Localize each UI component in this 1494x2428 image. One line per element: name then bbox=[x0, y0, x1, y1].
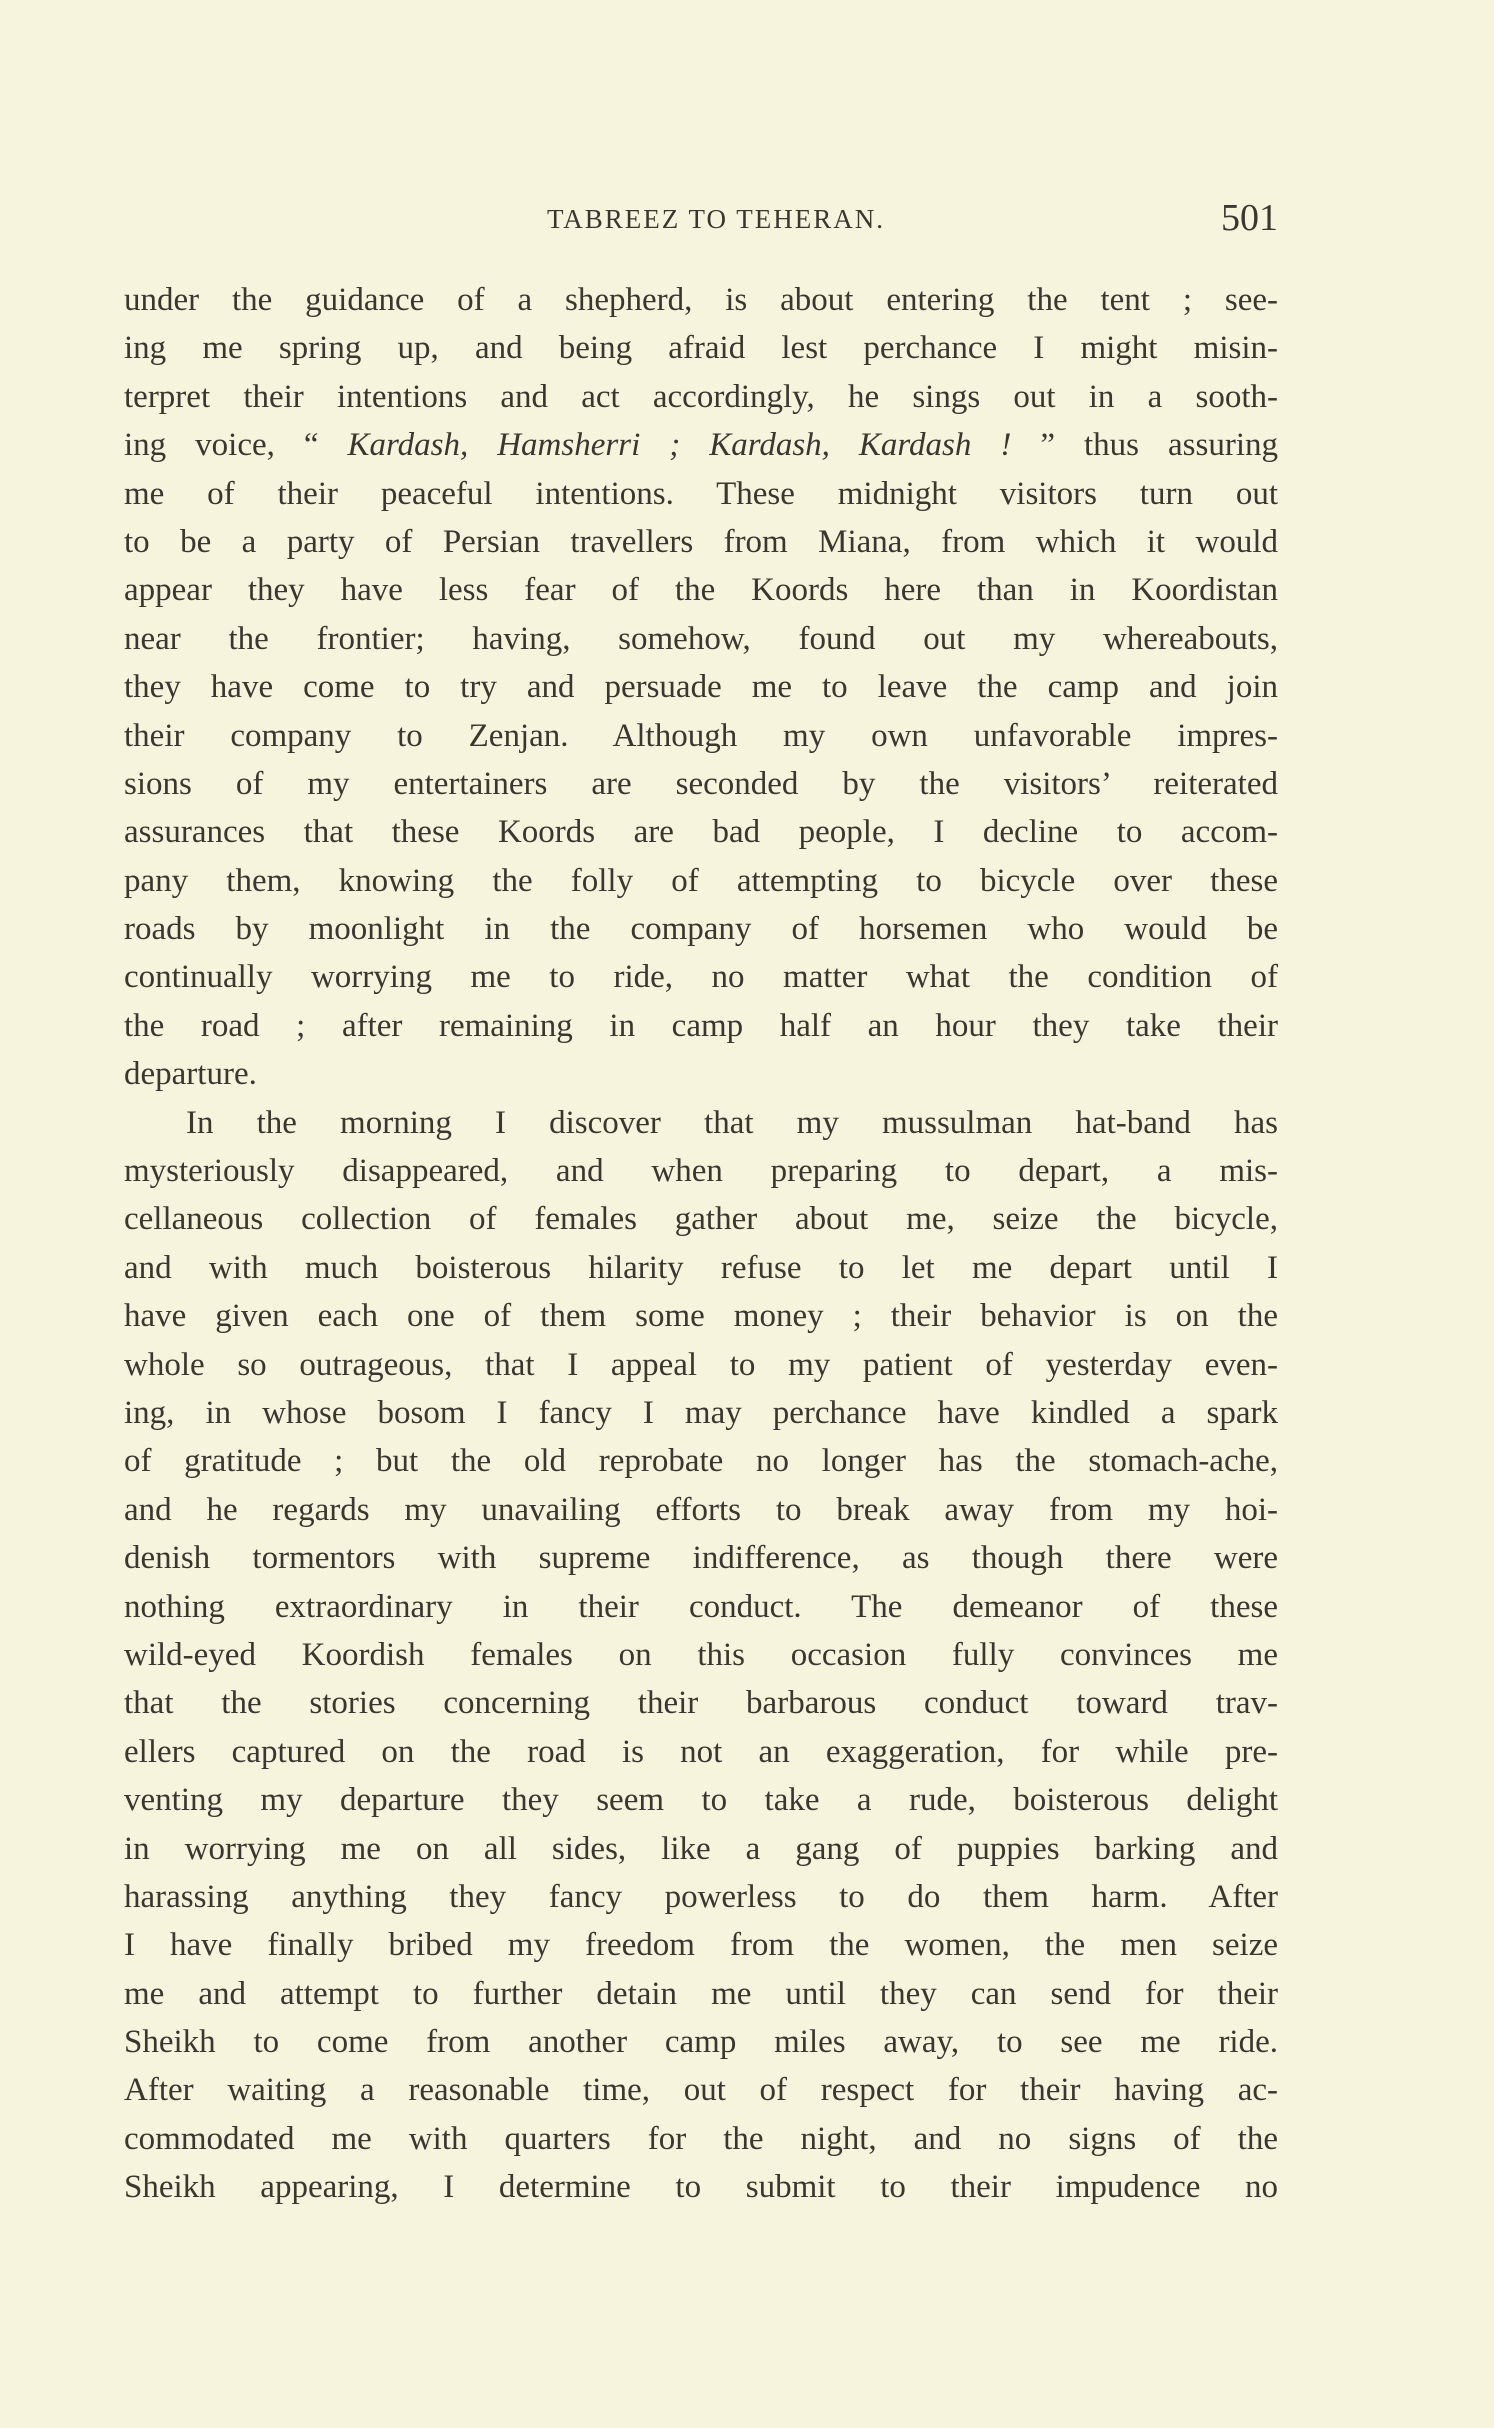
text-segment: of gratitude ; but the old reprobate no longer has the stomach-ache, bbox=[124, 1443, 1278, 1480]
text-line bbox=[124, 2018, 1278, 2066]
text-segment: appear they have less fear of the Koords here than in Koordistan bbox=[124, 572, 1278, 609]
text-segment: pany them, knowing the folly of attempting to bicycle over these bbox=[124, 862, 1278, 899]
italic-text: Kardash, Hamsherri ; Kardash, Kardash ! bbox=[347, 427, 1012, 464]
text-line bbox=[124, 1921, 1278, 1969]
text-line bbox=[124, 1873, 1278, 1921]
text-line bbox=[124, 1776, 1278, 1824]
text-line bbox=[124, 324, 1278, 372]
text-segment: they have come to try and persuade me to leave the camp and join bbox=[124, 669, 1278, 706]
text-line bbox=[124, 421, 1278, 469]
text-line bbox=[124, 712, 1278, 760]
text-line bbox=[124, 470, 1278, 518]
text-segment: assurances that these Koords are bad people, I decline to accom- bbox=[124, 814, 1278, 851]
text-segment: me and attempt to further detain me until they can send for their bbox=[124, 1975, 1278, 2012]
text-segment: In the morning I discover that my mussulman hat-band has bbox=[186, 1104, 1278, 1141]
text-line bbox=[124, 1099, 1278, 1147]
text-segment: I have finally bribed my freedom from the women, the men seize bbox=[124, 1927, 1278, 1964]
text-segment: whole so outrageous, that I appeal to my patient of yesterday even- bbox=[124, 1346, 1278, 1383]
text-segment: denish tormentors with supreme indifference, as though there were bbox=[124, 1540, 1278, 1577]
text-line bbox=[124, 1728, 1278, 1776]
text-line bbox=[124, 615, 1278, 663]
text-segment: departure. bbox=[124, 1056, 257, 1093]
text-segment: nothing extraordinary in their conduct. The demeanor of these bbox=[124, 1588, 1278, 1625]
text-segment: Sheikh to come from another camp miles away, to see me ride. bbox=[124, 2024, 1278, 2061]
text-line bbox=[124, 1583, 1278, 1631]
text-line bbox=[124, 760, 1278, 808]
text-segment: harassing anything they fancy powerless to do them harm. After bbox=[124, 1878, 1278, 1915]
text-segment: under the guidance of a shepherd, is about entering the tent ; see- bbox=[124, 282, 1278, 318]
text-line bbox=[124, 905, 1278, 953]
text-line bbox=[124, 1292, 1278, 1340]
text-segment: and he regards my unavailing efforts to break away from my hoi- bbox=[124, 1491, 1278, 1528]
text-segment: ing me spring up, and being afraid lest perchance I might misin- bbox=[124, 330, 1278, 367]
text-line bbox=[124, 1437, 1278, 1485]
text-line bbox=[124, 808, 1278, 856]
text-segment: cellaneous collection of females gather about me, seize the bicycle, bbox=[124, 1201, 1278, 1238]
running-head bbox=[124, 196, 1278, 240]
text-segment: commodated me with quarters for the night, and no signs of the bbox=[124, 2120, 1278, 2157]
text-line bbox=[124, 663, 1278, 711]
text-segment: roads by moonlight in the company of horsemen who would be bbox=[124, 911, 1278, 948]
text-line bbox=[124, 1486, 1278, 1534]
text-segment: in worrying me on all sides, like a gang of puppies barking and bbox=[124, 1830, 1278, 1867]
text-line bbox=[124, 2163, 1278, 2211]
text-line bbox=[124, 1534, 1278, 1582]
text-line bbox=[124, 276, 1278, 324]
text-line bbox=[124, 953, 1278, 1001]
text-line bbox=[124, 1002, 1278, 1050]
text-segment: ing, in whose bosom I fancy I may perchance have kindled a spark bbox=[124, 1394, 1278, 1431]
text-segment: mysteriously disappeared, and when preparing to depart, a mis- bbox=[124, 1153, 1278, 1190]
text-segment: to be a party of Persian travellers from Miana, from which it would bbox=[124, 523, 1278, 560]
text-line bbox=[124, 1970, 1278, 2018]
running-title: TABREEZ TO TEHERAN. bbox=[546, 204, 886, 234]
text-line bbox=[124, 1631, 1278, 1679]
text-segment: terpret their intentions and act accordingly, he sings out in a sooth- bbox=[124, 378, 1278, 415]
text-line bbox=[124, 1389, 1278, 1437]
text-segment: After waiting a reasonable time, out of respect for their having ac- bbox=[124, 2072, 1278, 2109]
text-segment: sions of my entertainers are seconded by the visitors’ reiterated bbox=[124, 765, 1278, 802]
text-segment: me of their peaceful intentions. These midnight visitors turn out bbox=[124, 475, 1278, 512]
text-line bbox=[124, 857, 1278, 905]
text-segment: their company to Zenjan. Although my own unfavorable impres- bbox=[124, 717, 1278, 754]
text-segment: ing voice, “ bbox=[124, 427, 348, 464]
text-segment: have given each one of them some money ; their behavior is on the bbox=[124, 1298, 1278, 1335]
text-segment: near the frontier; having, somehow, found out my whereabouts, bbox=[124, 620, 1278, 657]
text-line bbox=[124, 1147, 1278, 1195]
text-segment: the road ; after remaining in camp half an hour they take their bbox=[124, 1007, 1278, 1044]
text-line bbox=[124, 1341, 1278, 1389]
text-segment: continually worrying me to ride, no matter what the condition of bbox=[124, 959, 1278, 996]
text-line bbox=[124, 1825, 1278, 1873]
text-segment: and with much boisterous hilarity refuse to let me depart until I bbox=[124, 1249, 1278, 1286]
body-text bbox=[124, 276, 1278, 2212]
text-line bbox=[124, 1195, 1278, 1243]
text-segment: ” thus assuring bbox=[1011, 427, 1278, 464]
text-line bbox=[124, 1244, 1278, 1292]
text-segment: wild-eyed Koordish females on this occasion fully convinces me bbox=[124, 1636, 1278, 1673]
text-segment: ellers captured on the road is not an exaggeration, for while pre- bbox=[124, 1733, 1278, 1770]
text-segment: venting my departure they seem to take a rude, boisterous delight bbox=[124, 1782, 1278, 1819]
text-line bbox=[124, 1679, 1278, 1727]
text-line bbox=[124, 373, 1278, 421]
text-line bbox=[124, 566, 1278, 614]
text-line bbox=[124, 2066, 1278, 2114]
text-line bbox=[124, 1050, 1278, 1098]
page-number: 501 bbox=[1221, 197, 1278, 239]
text-line bbox=[124, 2115, 1278, 2163]
text-segment: Sheikh appearing, I determine to submit to their impudence no bbox=[124, 2169, 1278, 2206]
text-line bbox=[124, 518, 1278, 566]
text-segment: that the stories concerning their barbarous conduct toward trav- bbox=[124, 1685, 1278, 1722]
